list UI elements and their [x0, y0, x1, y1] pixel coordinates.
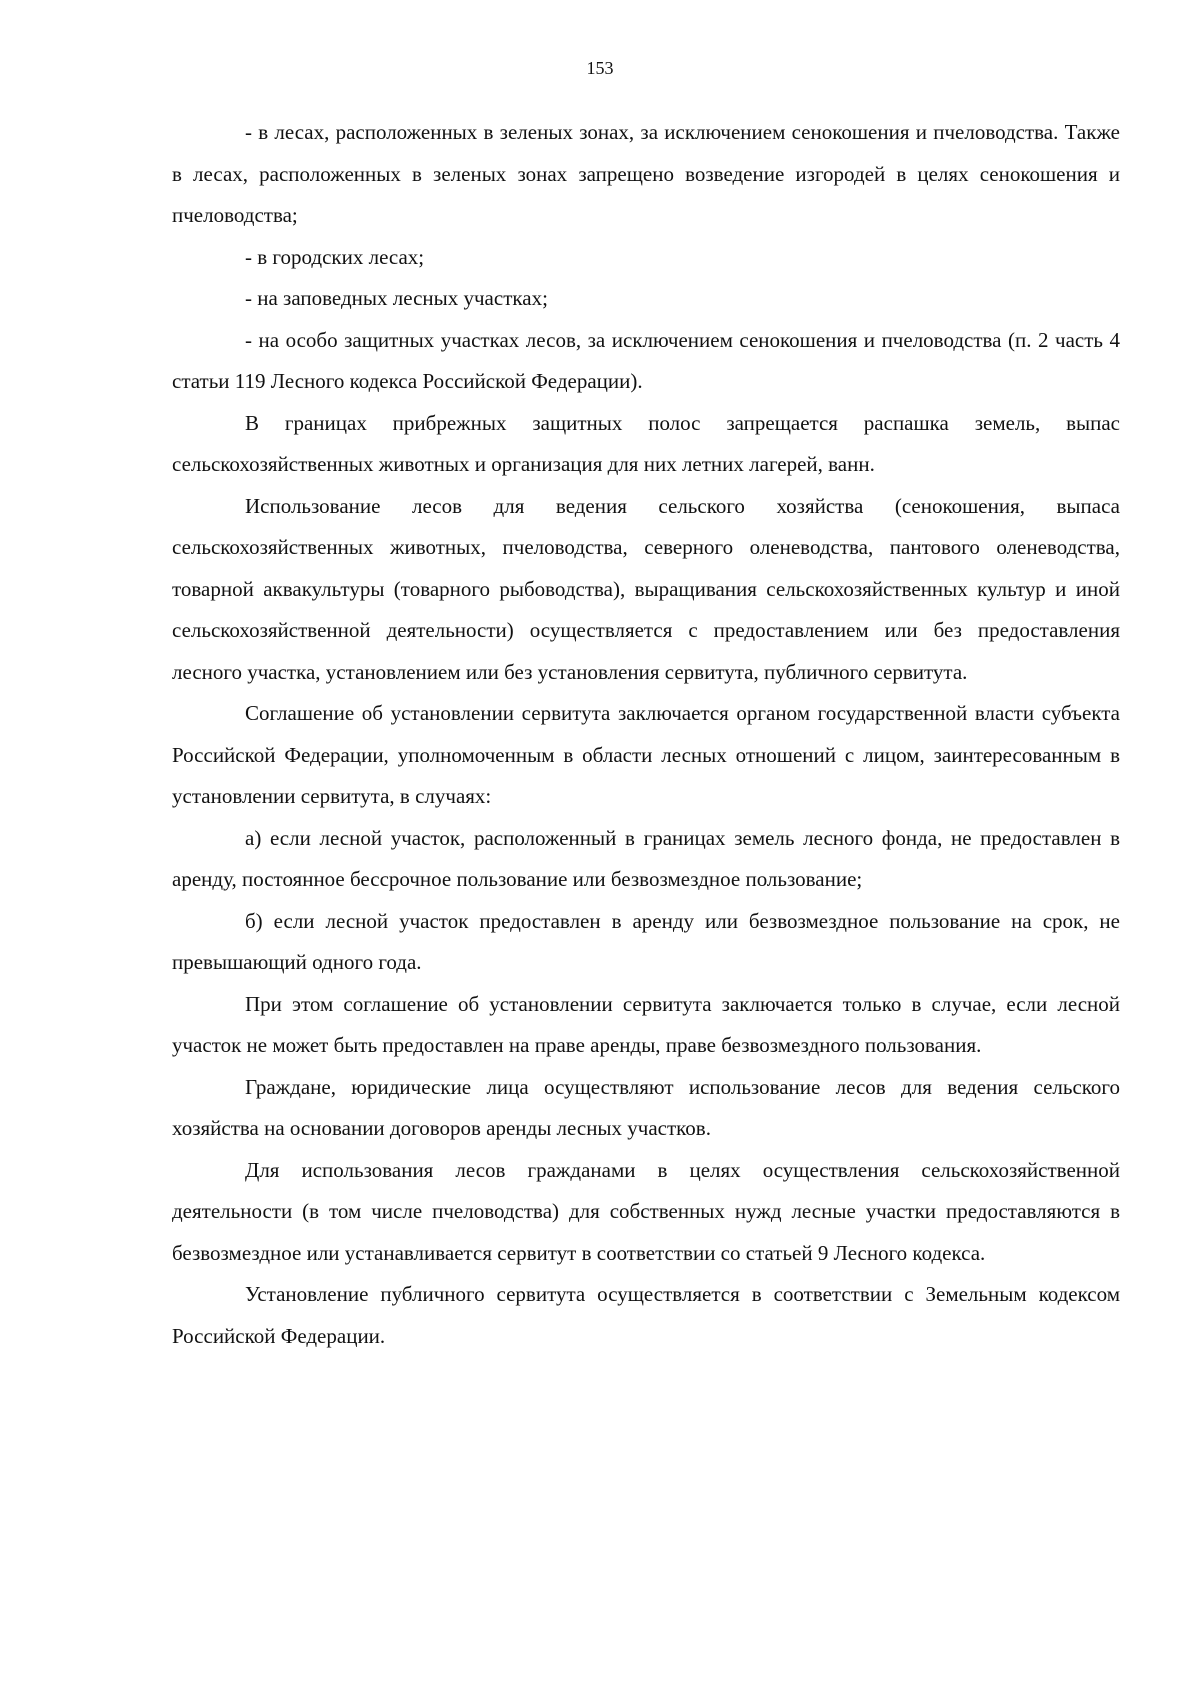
- paragraph-agricultural-use: Использование лесов для ведения сельского хозяйства (сенокошения, выпаса сельскохозяйственных животных, пчеловодства, северного оленеводства, пантового оленеводства, товарной аквакультуры (товарного рыбоводства), выращивания сельскохозяйственных культур и иной сельскохозяйственной деятельности) осуществляется с предоставлением или без предоставления лесного участка, установлением или без установления сервитута, публичного сервитута.: [172, 493, 1120, 684]
- paragraph-coastal-strips: В границах прибрежных защитных полос запрещается распашка земель, выпас сельскохозяйственных животных и организация для них летних лагерей, ванн.: [172, 410, 1120, 476]
- paragraph-city-forests: - в городских лесах;: [245, 244, 425, 269]
- paragraph-servitude-agreement: Соглашение об установлении сервитута заключается органом государственной власти субъекта Российской Федерации, уполномоченным в области лесных отношений с лицом, заинтересованным в установлении сервитута, в случаях:: [172, 701, 1120, 808]
- paragraph-servitude-condition: При этом соглашение об установлении сервитута заключается только в случае, если лесной участок не может быть предоставлен на праве аренды, праве безвозмездного пользования.: [172, 991, 1120, 1057]
- paragraph-green-zones: - в лесах, расположенных в зеленых зонах, за исключением сенокошения и пчеловодства. Также в лесах, расположенных в зеленых зонах запрещено возведение изгородей в целях сенокошения и пчеловодства;: [172, 120, 1120, 227]
- document-body: [172, 112, 1120, 1357]
- paragraph-public-servitude: Установление публичного сервитута осуществляется в соответствии с Земельным кодексом Российской Федерации.: [172, 1282, 1120, 1348]
- page-number: 153: [586, 58, 614, 78]
- paragraph-case-a: а) если лесной участок, расположенный в границах земель лесного фонда, не предоставлен в аренду, постоянное бессрочное пользование или безвозмездное пользование;: [172, 825, 1120, 891]
- paragraph-reserved-plots: - на заповедных лесных участках;: [245, 286, 548, 310]
- paragraph-protected-plots: - на особо защитных участках лесов, за исключением сенокошения и пчеловодства (п. 2 часть 4 статьи 119 Лесного кодекса Российской Федерации).: [172, 327, 1120, 393]
- paragraph-lease-basis: Граждане, юридические лица осуществляют использование лесов для ведения сельского хозяйства на основании договоров аренды лесных участков.: [172, 1074, 1120, 1140]
- paragraph-citizens-use: Для использования лесов гражданами в целях осуществления сельскохозяйственной деятельности (в том числе пчеловодства) для собственных нужд лесные участки предоставляются в безвозмездное или устанавливается сервитут в соответствии со статьей 9 Лесного кодекса.: [172, 1157, 1120, 1265]
- paragraph-case-b: б) если лесной участок предоставлен в аренду или безвозмездное пользование на срок, не превышающий одного года.: [172, 908, 1120, 974]
